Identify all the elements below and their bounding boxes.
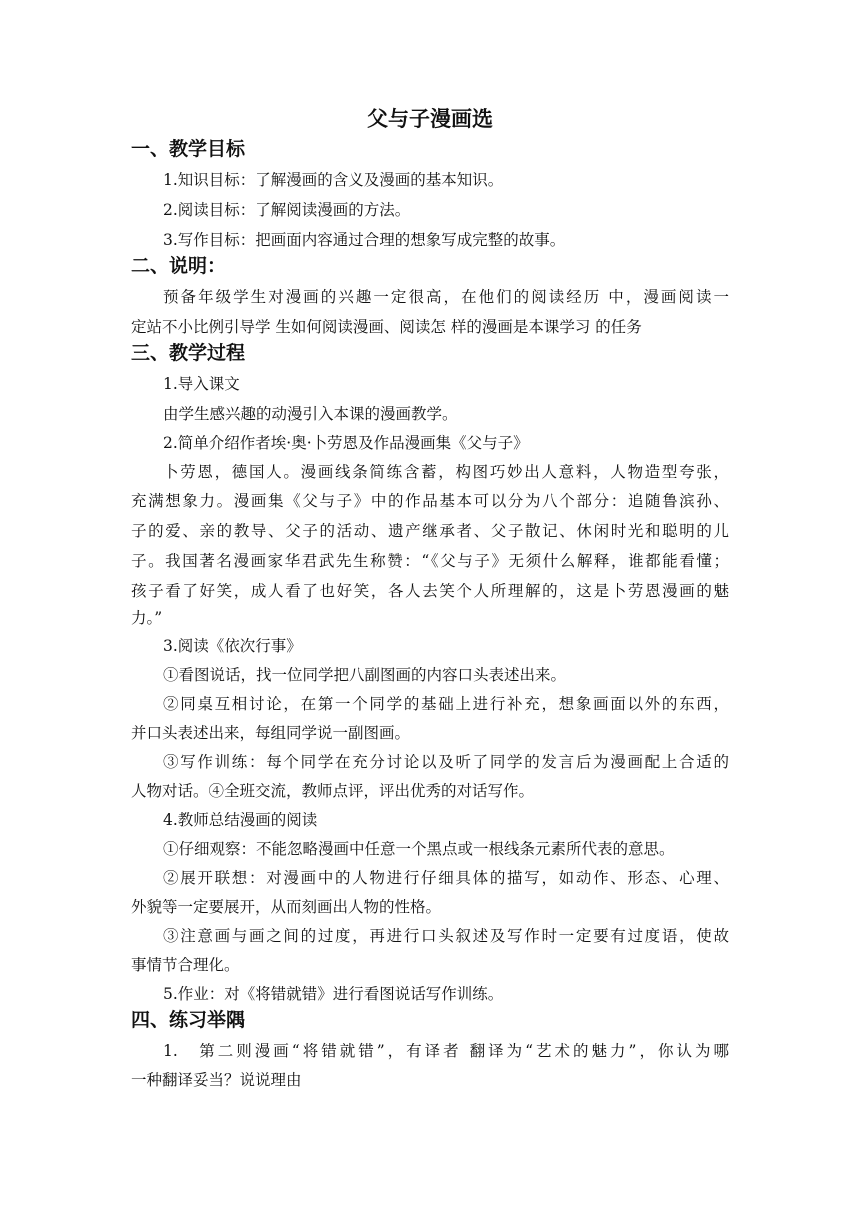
- doc-title: 父与子漫画选: [367, 107, 493, 131]
- process-line: 力。”: [131, 609, 163, 627]
- exercise-line: 1. 第二则漫画“将错就错”，有译者 翻译为“艺术的魅力”，你认为哪: [163, 1042, 729, 1060]
- process-line: 子。我国著名漫画家华君武先生称赞：“《父与子》无须什么解释，谁都能看懂；: [131, 552, 729, 570]
- process-line: ②同桌互相讨论，在第一个同学的基础上进行补充，想象画面以外的东西，: [163, 695, 729, 713]
- process-line: 2.简单介绍作者埃·奥·卜劳恩及作品漫画集《父与子》: [163, 434, 529, 452]
- process-line: 1.导入课文: [163, 375, 240, 393]
- notes-line: 预备年级学生对漫画的兴趣一定很高，在他们的阅读经历 中，漫画阅读一: [163, 288, 729, 306]
- process-line: ③注意画与画之间的过度，再进行口头叙述及写作时一定要有过度语，使故: [163, 927, 729, 945]
- process-line: 卜劳恩，德国人。漫画线条简练含蓄，构图巧妙出人意料，人物造型夸张，: [163, 463, 729, 481]
- process-line: 子的爱、亲的教导、父子的活动、遗产继承者、父子散记、休闲时光和聪明的儿: [131, 522, 729, 540]
- process-line: 并口头表述出来，每组同学说一副图画。: [131, 724, 411, 742]
- objective-item: 2.阅读目标：了解阅读漫画的方法。: [163, 201, 411, 219]
- process-line: ①仔细观察：不能忽略漫画中任意一个黑点或一根线条元素所代表的意思。: [163, 840, 675, 858]
- process-line: ①看图说话，找一位同学把八副图画的内容口头表述出来。: [163, 666, 567, 684]
- process-line: 由学生感兴趣的动漫引入本课的漫画教学。: [163, 405, 458, 423]
- process-line: 3.阅读《依次行事》: [163, 637, 302, 655]
- process-line: ③写作训练：每个同学在充分讨论以及听了同学的发言后为漫画配上合适的: [163, 753, 729, 771]
- process-line: 事情节合理化。: [131, 956, 240, 974]
- process-line: 孩子看了好笑，成人看了也好笑，各人去笑个人所理解的，这是卜劳恩漫画的魅: [131, 582, 729, 600]
- section-heading-process: 三、教学过程: [131, 342, 246, 364]
- objective-item: 1.知识目标：了解漫画的含义及漫画的基本知识。: [163, 171, 504, 189]
- notes-line: 定站不小比例引导学 生如何阅读漫画、阅读怎 样的漫画是本课学习 的任务: [131, 318, 642, 336]
- section-heading-objectives: 一、教学目标: [131, 138, 246, 160]
- objective-item: 3.写作目标：把画面内容通过合理的想象写成完整的故事。: [163, 231, 566, 249]
- process-line: ②展开联想：对漫画中的人物进行仔细具体的描写，如动作、形态、心理、: [163, 869, 729, 887]
- section-heading-notes: 二、说明：: [131, 255, 227, 277]
- process-line: 5.作业：对《将错就错》进行看图说话写作训练。: [163, 985, 504, 1003]
- exercise-line: 一种翻译妥当？说说理由: [131, 1071, 302, 1089]
- process-line: 人物对话。④全班交流，教师点评，评出优秀的对话写作。: [131, 782, 535, 800]
- process-line: 外貌等一定要展开，从而刻画出人物的性格。: [131, 898, 442, 916]
- process-line: 4.教师总结漫画的阅读: [163, 811, 318, 829]
- section-heading-exercises: 四、练习举隅: [131, 1009, 246, 1031]
- process-line: 充满想象力。漫画集《父与子》中的作品基本可以分为八个部分：追随鲁滨孙、: [131, 492, 729, 510]
